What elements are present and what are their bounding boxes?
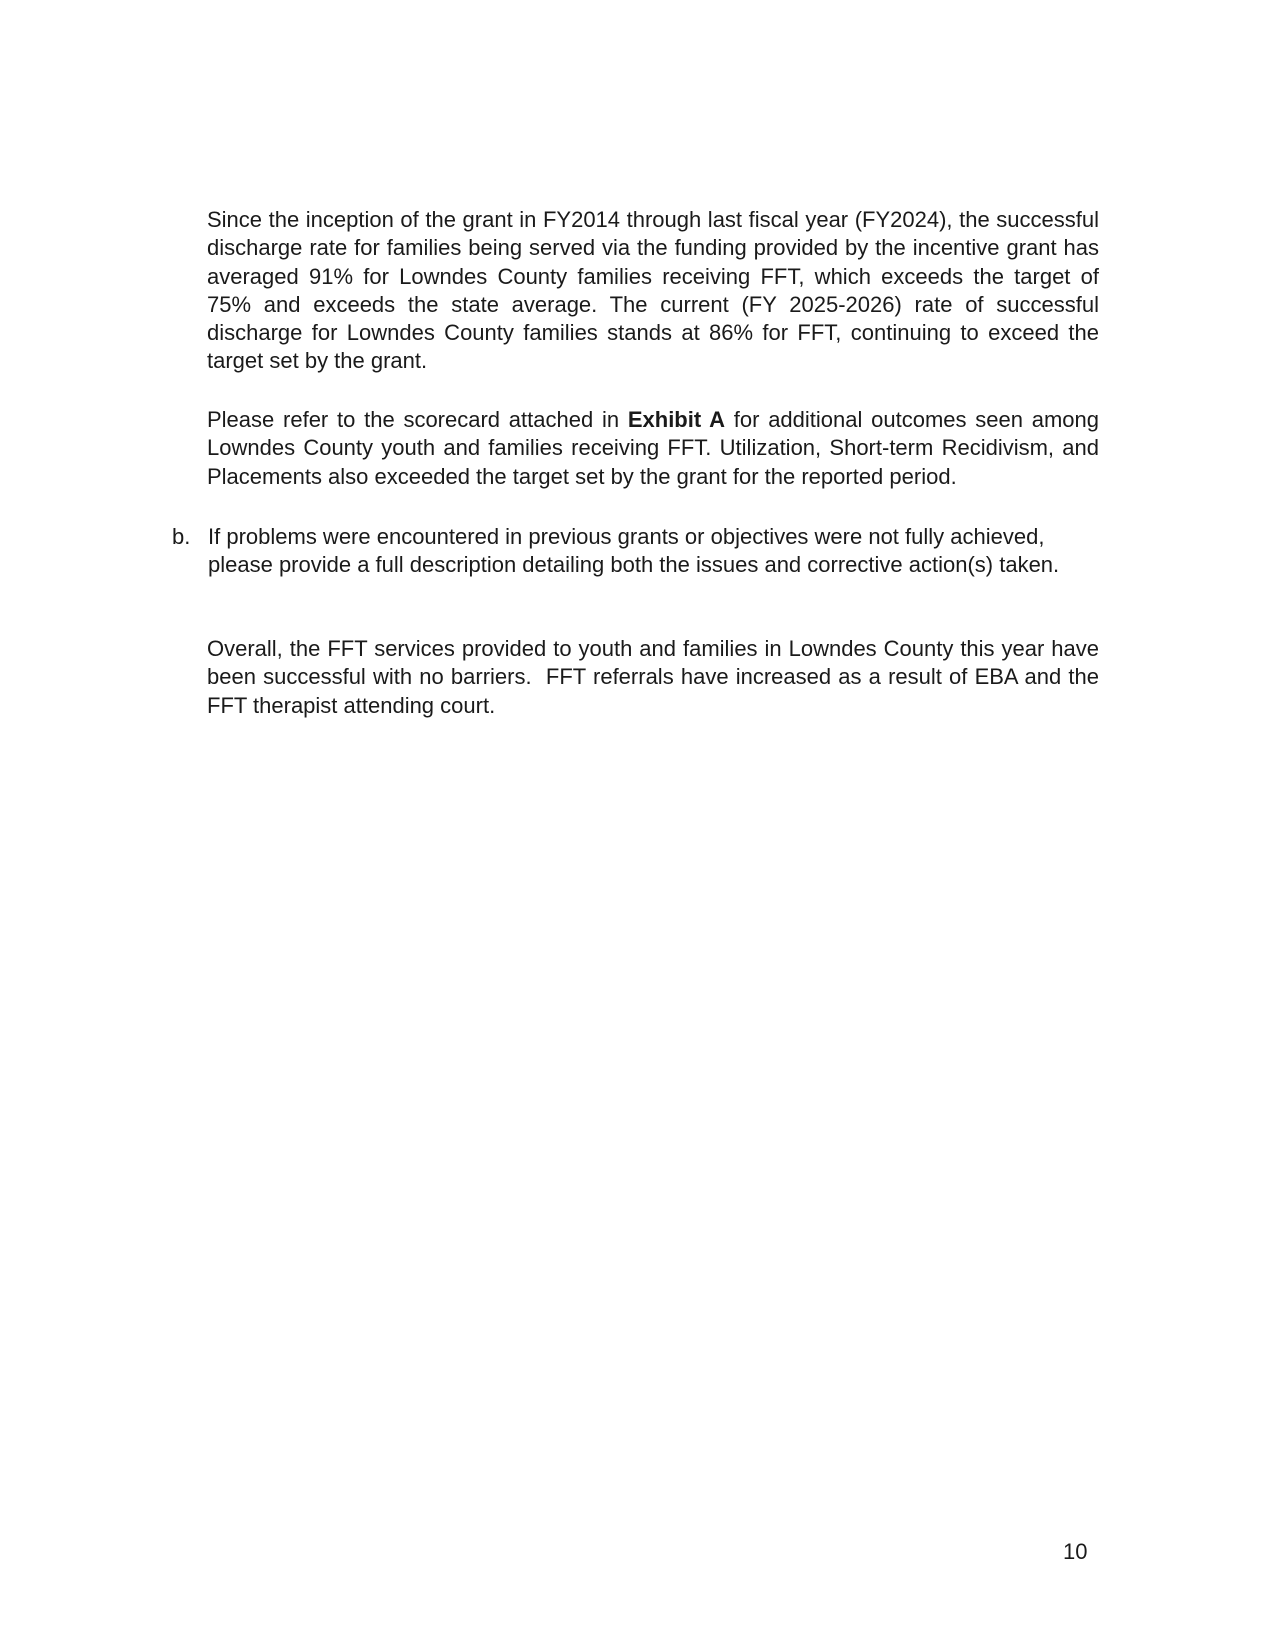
paragraph-fft-summary: Overall, the FFT services provided to youth and families in Lowndes County this year have been successful with no barriers. FFT referrals have increased as a result of EBA and the FFT therapist attending court. xyxy=(207,636,1099,718)
list-item-b-text: If problems were encountered in previous grants or objectives were not fully achieved, please provide a full description detailing both the issues and corrective action(s) taken. xyxy=(208,524,1060,578)
page-number: 10 xyxy=(1063,1539,1088,1564)
paragraph-grant-outcomes: Since the inception of the grant in FY2014 through last fiscal year (FY2024), the successful discharge rate for families being served via the funding provided by the incentive grant has averaged 91% for Lowndes County families receiving FFT, which exceeds the target of 75% and exceeds the state average. The current (FY 2025-2026) rate of successful discharge for Lowndes County families stands at 86% for FFT, continuing to exceed the target set by the grant. xyxy=(207,207,1099,374)
exhibit-a-reference: Exhibit A xyxy=(627,407,726,432)
list-item-b xyxy=(172,523,1099,580)
scorecard-text-after: for additional outcomes seen among Lowndes County youth and families receiving FFT. Utilization, Short-term Recidivism, and Placements also exceeded the target set by the grant for the reported period. xyxy=(207,407,1100,489)
scorecard-text-before: Please refer to the scorecard attached in xyxy=(207,407,628,432)
list-item-b-marker: b. xyxy=(172,524,191,549)
paragraph-scorecard-reference xyxy=(207,406,1099,491)
